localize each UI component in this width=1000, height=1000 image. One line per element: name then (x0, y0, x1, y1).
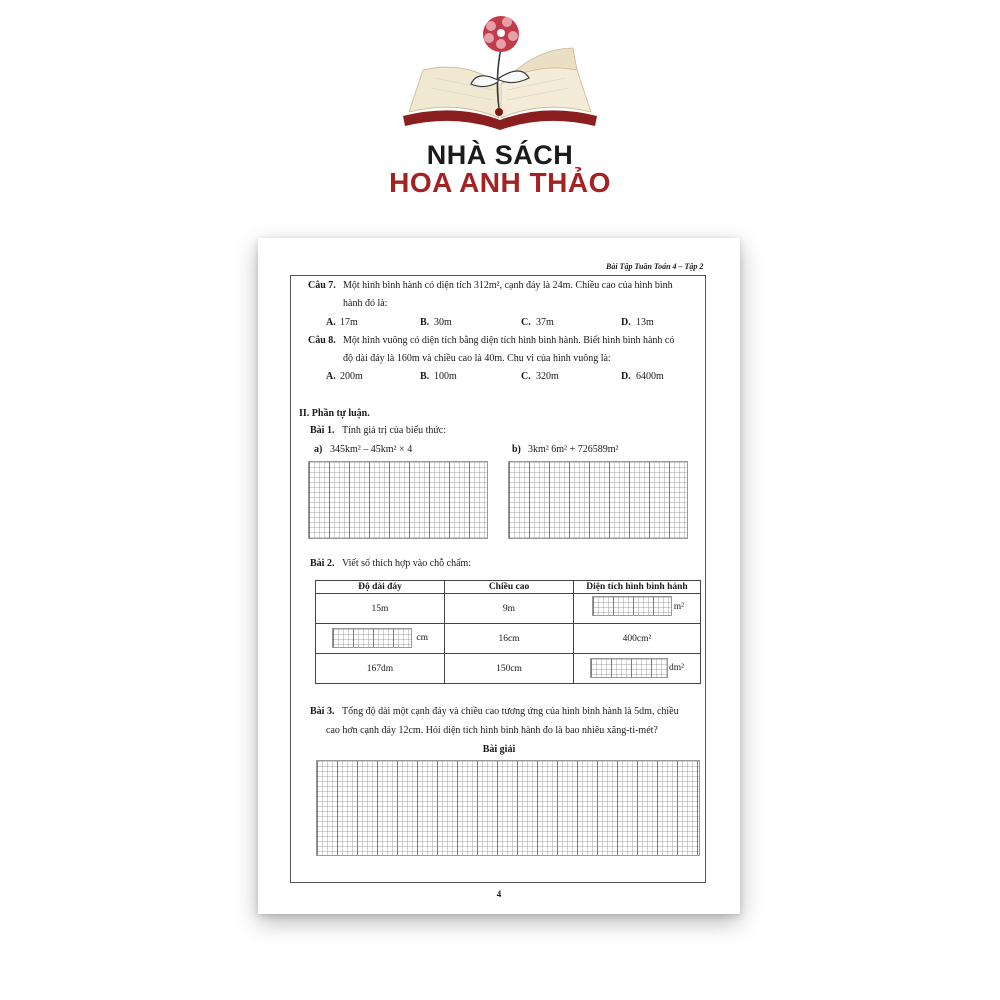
bai2-text: Viết số thích hợp vào chỗ chấm: (342, 558, 472, 569)
unit-label: m² (673, 602, 684, 612)
bookstore-logo (395, 8, 605, 138)
bai2-label: Bài 2. (310, 558, 335, 569)
q8-option-d-key: D. (621, 371, 631, 382)
fill-blank-grid[interactable] (592, 596, 672, 616)
bai1-label: Bài 1. (310, 425, 335, 436)
bai3-text-line2: cao hơn cạnh đáy 12cm. Hỏi diện tích hình bình hành đo là bao nhiêu xăng-ti-mét? (326, 725, 658, 736)
q8-text-line2: độ dài đáy là 160m và chiều cao là 40m. Chu vi của hình vuông là: (343, 353, 611, 364)
q8-option-a-key: A. (326, 371, 336, 382)
solution-heading: Bài giải (482, 744, 516, 755)
unit-label: cm (416, 633, 428, 643)
q8-label: Câu 8. (308, 335, 336, 346)
table-cell-fill[interactable] (574, 594, 701, 624)
q7-option-c: 37m (536, 317, 554, 328)
table-cell: 16cm (445, 624, 574, 654)
q7-option-d: 13m (636, 317, 654, 328)
table-cell: 9m (445, 594, 574, 624)
bai1-b-expression: 3km² 6m² + 726589m² (528, 444, 619, 455)
q7-option-c-key: C. (521, 317, 531, 328)
table-cell-fill[interactable] (316, 624, 445, 654)
q7-option-b-key: B. (420, 317, 430, 328)
q7-text-line1: Một hình bình hành có diện tích 312m², cạnh đáy là 24m. Chiều cao của hình bình (343, 280, 673, 291)
table-cell: 150cm (445, 654, 574, 684)
table-row (316, 594, 701, 624)
bai1-a-answer-grid[interactable] (308, 461, 488, 539)
q7-option-a-key: A. (326, 317, 336, 328)
q7-label: Câu 7. (308, 280, 336, 291)
table-cell: 400cm² (574, 624, 701, 654)
q8-option-b: 100m (434, 371, 457, 382)
page-header: Bài Tập Tuần Toán 4 – Tập 2 (606, 262, 704, 271)
bai1-a-label: a) (314, 444, 323, 455)
brand-name-line2: HOA ANH THẢO (389, 167, 611, 198)
q7-text-line2: hành đó là: (343, 298, 388, 309)
table-header-base: Độ dài đáy (316, 581, 445, 594)
q8-option-c-key: C. (521, 371, 531, 382)
bai1-b-answer-grid[interactable] (508, 461, 688, 539)
section-title: II. Phần tự luận. (299, 408, 370, 419)
q8-option-d: 6400m (636, 371, 664, 382)
unit-label: dm² (669, 663, 684, 673)
q7-option-d-key: D. (621, 317, 631, 328)
table-cell-fill[interactable] (574, 654, 701, 684)
q8-option-a: 200m (340, 371, 363, 382)
page-number: 4 (496, 889, 502, 899)
fill-blank-grid[interactable] (332, 628, 412, 648)
table-cell: 15m (316, 594, 445, 624)
bai3-answer-grid[interactable] (316, 760, 700, 856)
brand-name-line1: NHÀ SÁCH (426, 140, 574, 170)
table-header-height: Chiều cao (445, 581, 574, 594)
workbook-page (258, 238, 740, 914)
bai3-label: Bài 3. (310, 706, 335, 717)
bai2-table (315, 580, 701, 684)
bai3-text-line1: Tổng độ dài một cạnh đáy và chiều cao tương ứng của hình bình hành là 5dm, chiều (342, 706, 679, 717)
q7-option-a: 17m (340, 317, 358, 328)
q8-option-b-key: B. (420, 371, 430, 382)
q8-text-line1: Một hình vuông có diện tích bằng diện tích hình bình hành. Biết hình bình hành có (343, 335, 675, 346)
bai1-b-label: b) (512, 444, 521, 455)
q7-option-b: 30m (434, 317, 452, 328)
fill-blank-grid[interactable] (590, 658, 668, 678)
bai1-text: Tính giá trị của biểu thức: (342, 425, 446, 436)
table-header-area: Diện tích hình bình hành (574, 581, 701, 594)
q8-option-c: 320m (536, 371, 559, 382)
table-row (316, 624, 701, 654)
bai1-a-expression: 345km² – 45km² × 4 (330, 444, 413, 455)
table-row (316, 654, 701, 684)
table-cell: 167dm (316, 654, 445, 684)
